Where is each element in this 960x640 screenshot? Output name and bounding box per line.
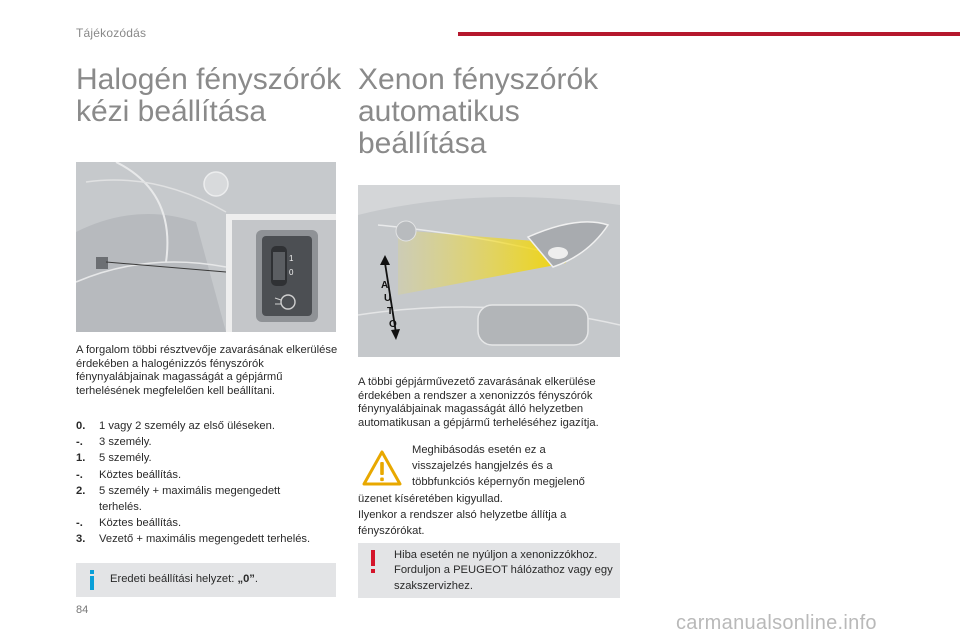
list-item [76, 418, 338, 434]
left-title-line: kézi beállítása [76, 95, 267, 128]
step-key: 0. [76, 420, 86, 432]
dial-label-0: 0 [289, 268, 294, 277]
step-key: -. [76, 468, 83, 481]
headlamp-drawing [358, 185, 620, 357]
left-intro-paragraph: A forgalom többi résztvevője zavarásának elkerülése érdekében a halogénizzós fényszórók fénynyalábjainak magasságát a gépjármű terhelésének megfelelően kell beállítani. [76, 344, 338, 397]
headlamp-dial-illustration [76, 162, 336, 332]
step-key: 2. [76, 484, 86, 497]
exclamation-icon [368, 550, 378, 574]
step-key: 3. [76, 533, 86, 546]
right-title-line: Xenon fényszórók [358, 63, 599, 96]
list-item [76, 434, 338, 450]
watermark: carmanualsonline.info [676, 612, 877, 634]
step-text: Köztes beállítás. [99, 468, 182, 481]
section-label: Tájékozódás [76, 26, 147, 40]
right-title [358, 64, 628, 160]
load-steps-list [76, 418, 338, 548]
auto-letter-a: A [381, 280, 389, 291]
auto-letter-o: O [389, 319, 397, 330]
step-text: 3 személy. [99, 436, 152, 449]
dial-label-1: 1 [289, 254, 294, 263]
right-intro-paragraph: A többi gépjárművezető zavarásának elkerülése érdekében a rendszer a xenonizzós fényszórók fénynyalábjainak magasságát álló helyzetben automatikusan a gépjármű terheléséhez igazítja. [358, 376, 599, 429]
default-position-value: „0” [237, 573, 255, 585]
step-key: -. [76, 436, 83, 449]
page-number: 84 [76, 604, 89, 616]
xenon-headlamp-illustration [358, 185, 620, 357]
info-box [76, 563, 336, 597]
step-text: 5 személy + maximális megengedett terhelés. [99, 484, 281, 514]
right-title-line: beállítása [358, 127, 487, 160]
step-key: 1. [76, 452, 86, 465]
auto-letter-t: T [387, 306, 394, 317]
auto-letter-u: U [384, 293, 392, 304]
alert-box [358, 543, 620, 598]
list-item [76, 531, 338, 547]
info-text: Eredeti beállítási helyzet: „0”. [110, 573, 259, 585]
list-item [76, 467, 338, 483]
step-text: Köztes beállítás. [99, 517, 182, 530]
list-item [76, 450, 338, 466]
step-text: Vezető + maximális megengedett terhelés. [99, 533, 311, 546]
header-accent-bar [458, 32, 960, 36]
dashboard-drawing [76, 162, 336, 332]
alert-text: Hiba esetén ne nyúljon a xenonizzókhoz. Forduljon a PEUGEOT hálózathoz vagy egy szakszervizhez. [394, 549, 613, 592]
step-text: 5 személy. [99, 452, 152, 465]
left-title [76, 64, 351, 128]
warning-text: Meghibásodás esetén ez a visszajelzés hangjelzés és a többfunkciós képernyőn megjelenő üzenet kíséretében kigyullad. Ilyenkor a rendszer alsó helyzetbe állítja a fényszórókat. [358, 444, 585, 538]
list-item [76, 483, 338, 515]
left-title-line: Halogén fényszórók [76, 63, 342, 96]
right-title-line: automatikus [358, 95, 520, 128]
list-item [76, 515, 338, 531]
step-key: -. [76, 517, 83, 530]
step-text: 1 vagy 2 személy az első üléseken. [99, 420, 275, 432]
info-icon [87, 570, 97, 590]
